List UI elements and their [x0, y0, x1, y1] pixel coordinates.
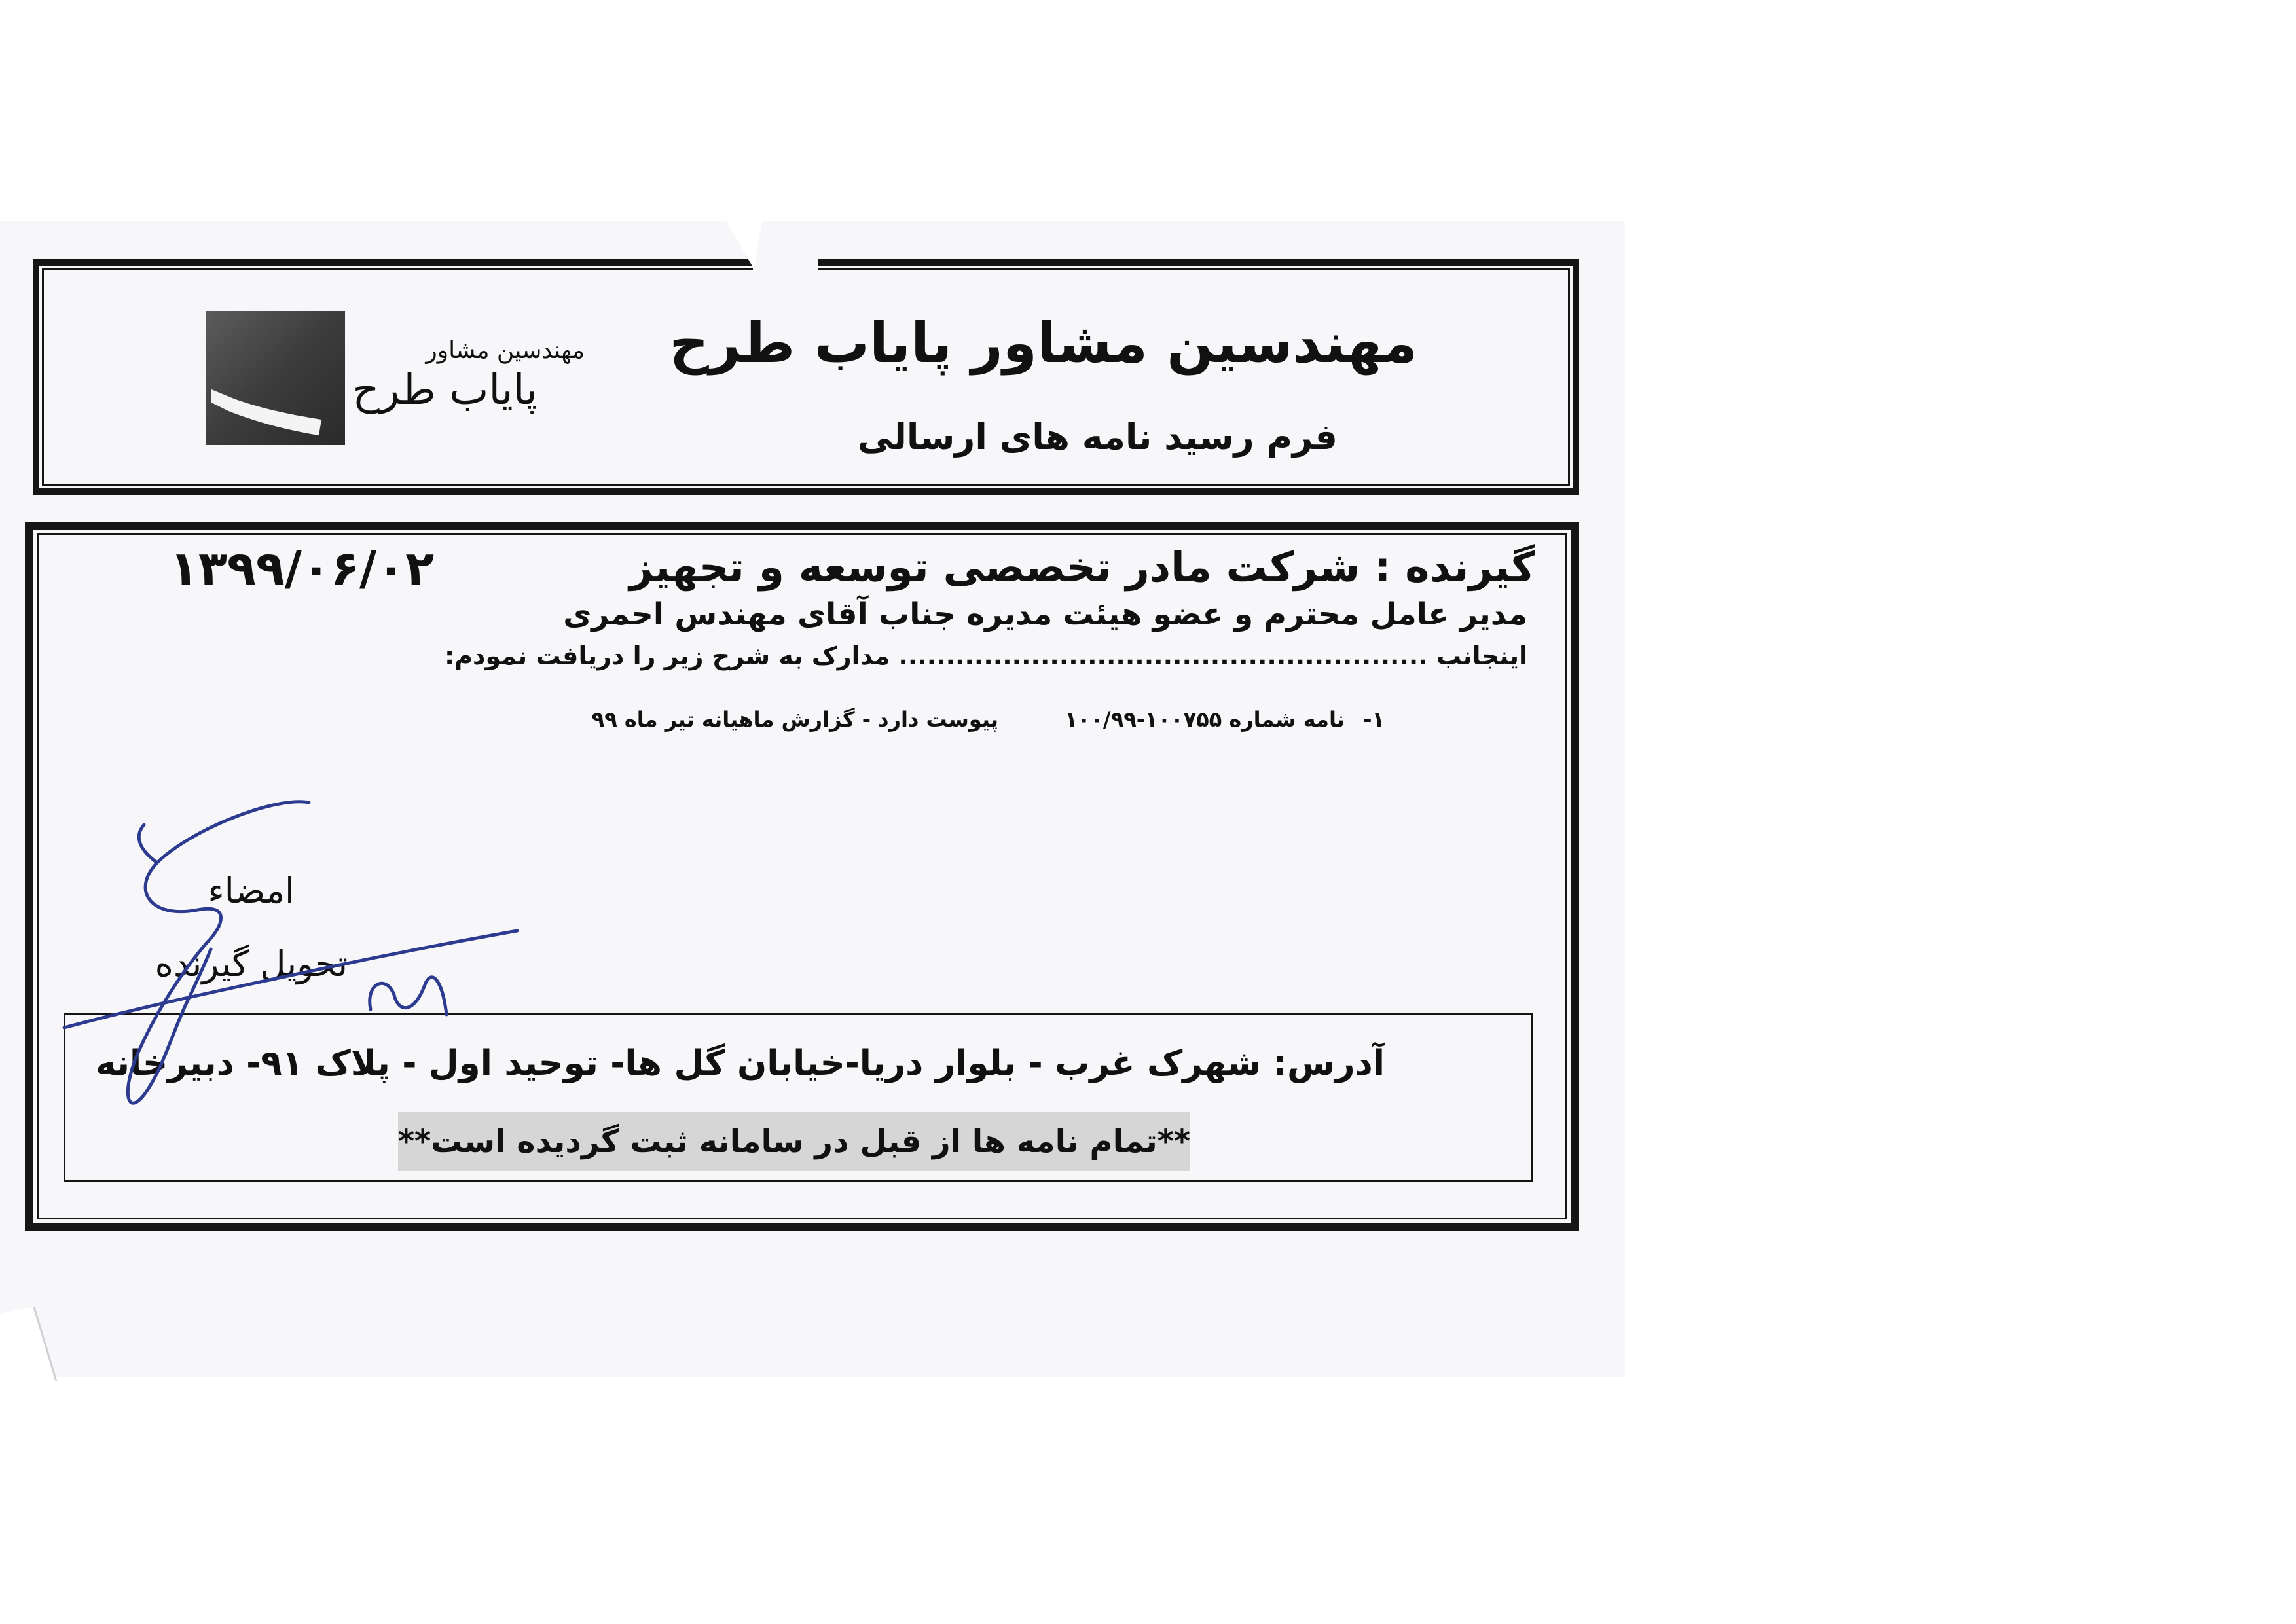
recipient-line: گیرنده : شرکت مادر تخصصی توسعه و تجهیز [629, 543, 1535, 591]
registration-note: **تمام نامه ها از قبل در سامانه ثبت گردیده است** [398, 1123, 1190, 1160]
company-title: مهندسین مشاور پایاب طرح [669, 311, 1417, 375]
address-text: آدرس: شهرک غرب - بلوار دریا-خیابان گل ها- توحید اول - پلاک ۹۱- دبیرخانه [96, 1043, 1385, 1083]
form-header [33, 259, 1579, 495]
item-description: پیوست دارد - گزارش ماهیانه تیر ماه ۹۹ [591, 707, 998, 732]
signature-label: امضاء [208, 870, 295, 911]
item-letter-reference [952, 705, 1345, 734]
logo-text-big: پایاب طرح [352, 366, 538, 414]
paper-corner-tear [0, 1299, 65, 1381]
item-letter-number: ۱۰۰/۹۹-۱۰۰۷۵۵ [1065, 707, 1222, 732]
handwritten-signature [59, 785, 530, 1119]
paper-tear [720, 216, 825, 275]
addressee-line: مدیر عامل محترم و عضو هیئت مدیره جناب آقای مهندس احمری [563, 596, 1527, 632]
receiver-label: تحویل گیرنده [155, 943, 348, 984]
logo-text-small: مهندسین مشاور [426, 337, 585, 364]
form-subtitle: فرم رسید نامه های ارسالی [858, 416, 1338, 458]
item-number: ۱- [1363, 707, 1385, 732]
note-highlight [398, 1112, 1190, 1171]
item-letter-label: نامه شماره [1229, 707, 1345, 732]
acknowledgement-line: اینجانب ........................................................ مدارک به شرح زیر را دریافت نمودم: [444, 641, 1527, 670]
letter-date: ۱۳۹۹/۰۶/۰۲ [170, 541, 435, 596]
